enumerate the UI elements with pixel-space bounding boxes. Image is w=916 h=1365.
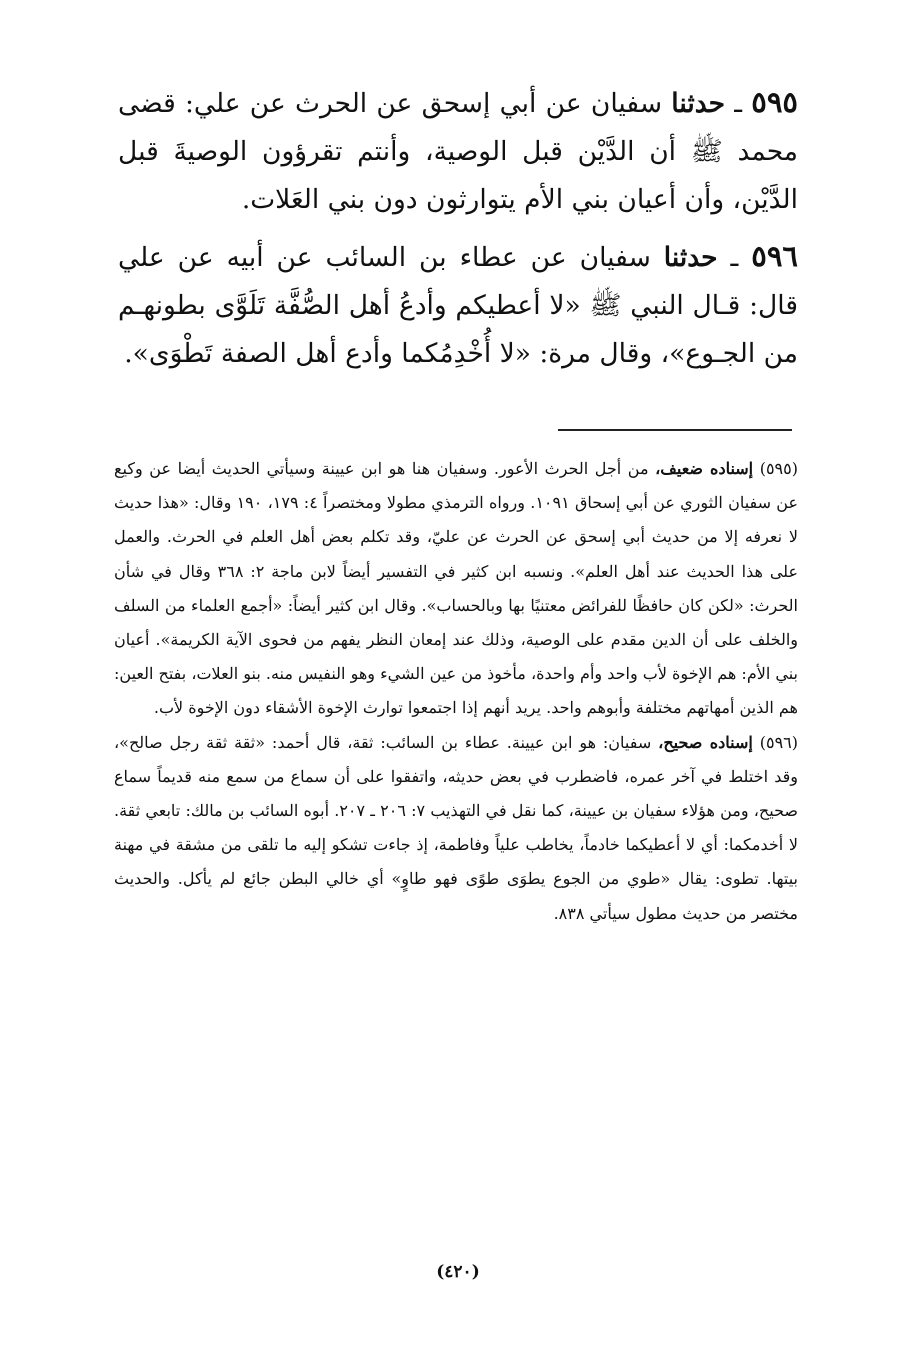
hadith-text: سفيان عن أبي إسحق عن الحرث عن علي: قضى محمد ﷺ أن الدَّيْن قبل الوصية، وأنتم تقرؤون الوصيةَ قبل الدَّيْن، وأن أعيان بني الأم يتوارثون دون بني العَلات. — [118, 88, 798, 215]
hadith-lead: حدثنا — [671, 88, 726, 119]
page-number: (٤٢٠) — [436, 1262, 480, 1282]
footnote-separator — [558, 429, 792, 431]
hadith-lead: حدثنا — [663, 242, 718, 273]
hadith-596: ٥٩٦ ـ حدثنا سفيان عن عطاء بن السائب عن أبيه عن علي قال: قـال النبي ﷺ «لا أعطيكم وأدعُ أهل الصُّفَّة تَلَوَّى بطونهـم من الجـوع»، وقال مرة: «لا أُخْدِمُكما وأدع أهل الصفة تَطْوَى». — [118, 239, 799, 369]
footnote-text: سفيان: هو ابن عيينة. عطاء بن السائب: ثقة، قال أحمد: «ثقة ثقة رجل صالح»، وقد اختلط في آخر عمره، فاضطرب في بعض حديثه، واتفقوا على أن سماع من سمع منه قديماً سماع صحيح، ومن هؤلاء سفيان بن عيينة، كما نقل في التهذيب ٧: ٢٠٦ ـ ٢٠٧. أبوه السائب بن مالك: تابعي ثقة. لا أخدمكما: أي لا أعطيكما خادماً، يخاطب علياً وفاطمة، إذ جاءت تشكو إليه ما تلقى من مشقة في مهنة بيتها. تطوى: يقال «طوي من الجوع يطوَى طوًى فهو طاوٍ» أي خالي البطن جائع لم يأكل. والحديث مختصر من حديث مطول سيأتي ٨٣٨. — [114, 732, 798, 923]
hadith-text: سفيان عن عطاء بن السائب عن أبيه عن علي قال: قـال النبي ﷺ «لا أعطيكم وأدعُ أهل الصُّفَّة تَلَوَّى بطونهـم من الجـوع»، وقال مرة: «لا أُخْدِمُكما وأدع أهل الصفة تَطْوَى». — [118, 242, 798, 369]
footnote-number: (٥٩٥) — [759, 459, 798, 478]
footnote-596 — [114, 726, 798, 931]
footnote-grading: إسناده صحيح، — [658, 732, 753, 752]
footnote-text: من أجل الحرث الأعور. وسفيان هنا هو ابن عيينة وسيأتي الحديث أيضا عن وكيع عن سفيان الثوري عن أبي إسحاق ١٠٩١. ورواه الترمذي مطولا ومختصراً ٤: ١٧٩، ١٩٠ وقال: «هذا حديث لا نعرفه إلا من حديث أبي إسحق عن الحرث عن عليّ، وقد تكلم بعض أهل العلم في الحرث. والعمل على هذا الحديث عند أهل العلم». ونسبه ابن كثير في التفسير أيضاً لابن ماجة ٢: ٣٦٨ وقال في شأن الحرث: «لكن كان حافظًا للفرائض معتنيًا بها وبالحساب». وقال ابن كثير أيضاً: «أجمع العلماء من السلف والخلف على أن الدين مقدم على الوصية، وذلك عند إمعان النظر يفهم من فحوى الآية الكريمة». أعيان بني الأم: هم الإخوة لأب واحد وأم واحدة، مأخوذ من عين الشيء وهو النفيس منه. بنو العلات، بفتح العين: هم الذين أمهاتهم مختلفة وأبوهم واحد. يريد أنهم إذا اجتمعوا توارث الإخوة الأشقاء دون الإخوة لأب. — [114, 459, 799, 718]
footnote-number: (٥٩٦) — [759, 732, 798, 752]
hadith-main-text — [118, 78, 798, 386]
hadith-number: ٥٩٥ — [751, 85, 799, 119]
footnote-595 — [114, 452, 798, 726]
hadith-number: ٥٩٦ — [751, 239, 799, 273]
footnote-grading: إسناده ضعيف، — [655, 459, 754, 478]
hadith-595: ٥٩٥ ـ حدثنا سفيان عن أبي إسحق عن الحرث عن علي: قضى محمد ﷺ أن الدَّيْن قبل الوصية، وأنتم تقرؤون الوصيةَ قبل الدَّيْن، وأن أعيان بني الأم يتوارثون دون بني العَلات. — [118, 85, 799, 215]
footnotes — [114, 452, 798, 931]
